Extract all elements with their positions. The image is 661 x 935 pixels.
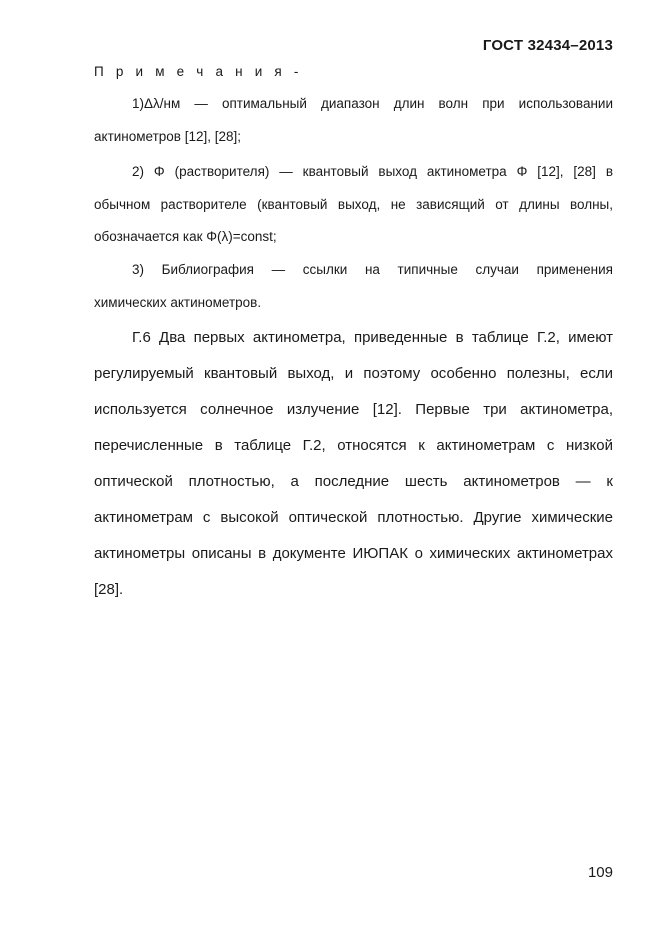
paragraph-line: [28]. — [94, 581, 124, 598]
note-3-line: 3) Библиография — ссылки на типичные случаи применения — [132, 262, 613, 277]
note-2-line: 2) Φ (растворителя) — квантовый выход актинометра Φ [12], [28] в — [132, 164, 613, 179]
paragraph-line: актинометры описаны в документе ИЮПАК о химических актинометрах — [94, 545, 613, 562]
section-g6-paragraph — [94, 320, 613, 608]
document-code: ГОСТ 32434–2013 — [482, 37, 613, 54]
note-2 — [94, 156, 613, 254]
note-1 — [94, 88, 613, 153]
note-1-line: 1)Δλ/нм — оптимальный диапазон длин волн при использовании — [132, 96, 613, 111]
note-1-line: актинометров [12], [28]; — [94, 128, 242, 144]
page-number: 109 — [587, 864, 613, 881]
paragraph-line: Г.6 Два первых актинометра, приведенные в таблице Г.2, имеют — [132, 329, 613, 346]
notes-heading: П р и м е ч а н и я - — [94, 64, 303, 79]
paragraph-line: актинометрам с высокой оптической плотностью. Другие химические — [94, 509, 613, 526]
note-2-line: обычном растворителе (квантовый выход, не зависящий от длины волны, — [94, 196, 613, 212]
paragraph-line: регулируемый квантовый выход, и поэтому особенно полезны, если — [94, 365, 613, 382]
paragraph-line: оптической плотностью, а последние шесть актинометров — к — [94, 473, 613, 490]
note-3-line: химических актинометров. — [94, 294, 262, 310]
paragraph-line: используется солнечное излучение [12]. Первые три актинометра, — [94, 401, 613, 418]
paragraph-line: перечисленные в таблице Г.2, относятся к актинометрам с низкой — [94, 437, 613, 454]
note-2-line: обозначается как Φ(λ)=const; — [94, 229, 277, 244]
note-3 — [94, 254, 613, 319]
